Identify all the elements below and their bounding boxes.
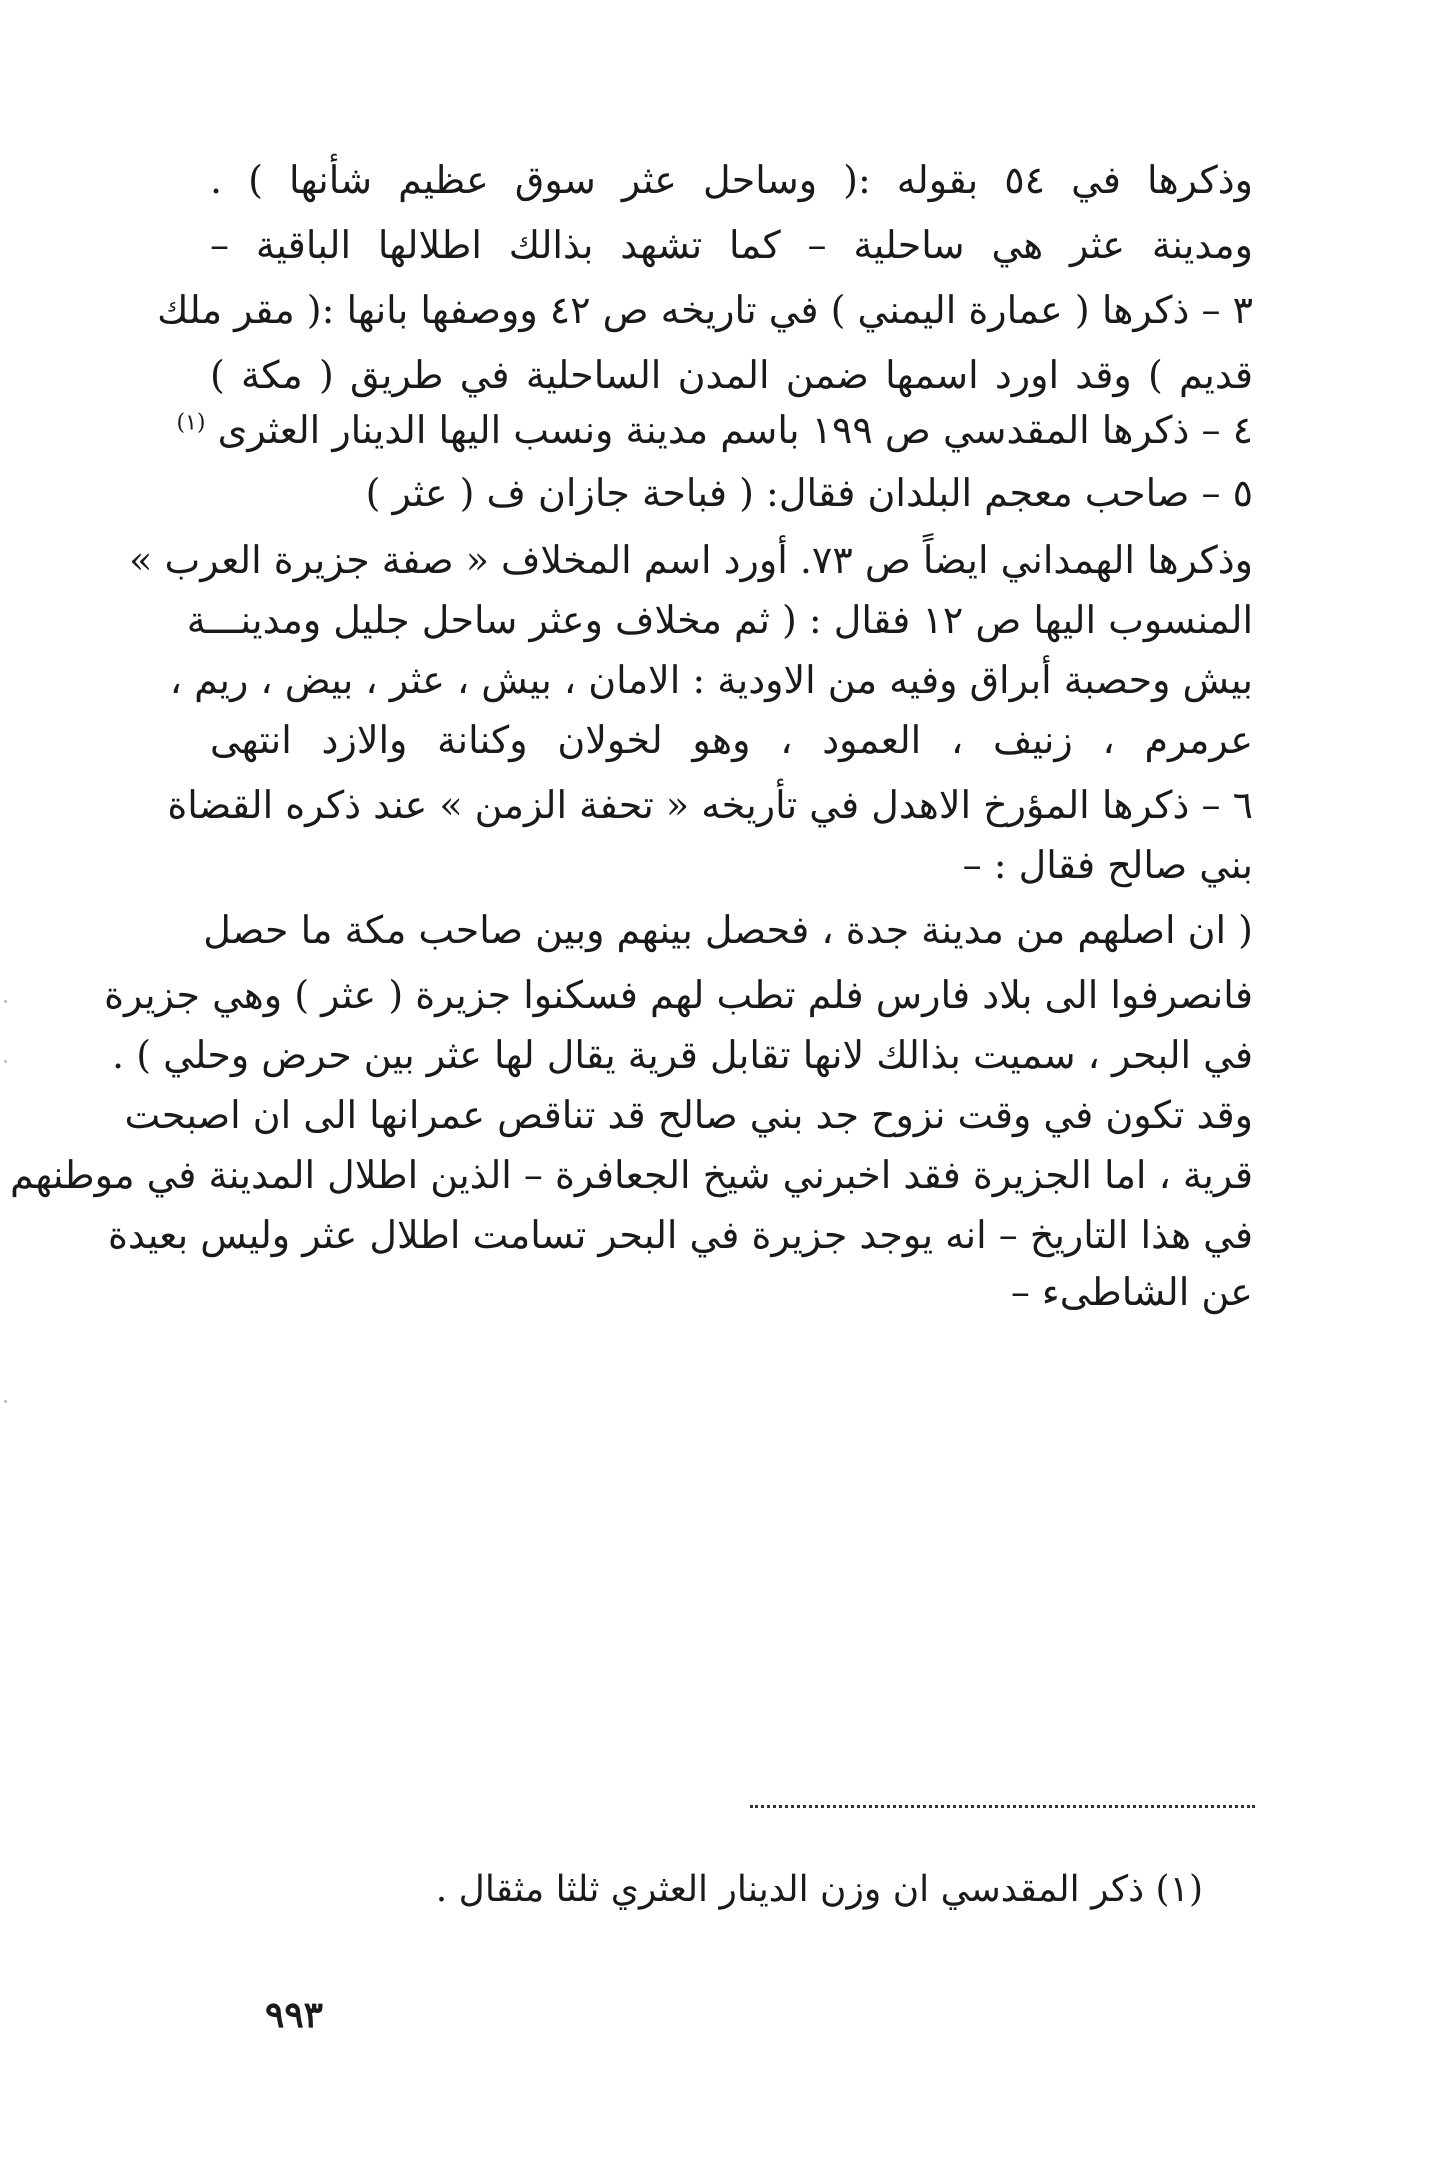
text-line-17: قرية ، اما الجزيرة فقد اخبرني شيخ الجعافرة – الذين اطلال المدينة في موطنهم [10,1153,1253,1197]
text-line-13: ( ان اصلهم من مدينة جدة ، فحصل بينهم وبين صاحب مكة ما حصل [203,908,1253,952]
footnote-divider [750,1805,1255,1808]
text-line-8: المنسوب اليها ص ١٢ فقال : ( ثم مخلاف وعثر ساحل جليل ومدينـــة [186,598,1253,642]
text-line-5 [176,400,1253,460]
text-line-3: ٣ – ذكرها ( عمارة اليمني ) في تاريخه ص ٤٢ ووصفها بانها :( مقر ملك [157,288,1253,332]
scan-speck [4,1060,7,1063]
scan-speck [4,1000,7,1003]
text-line-18: في هذا التاريخ – انه يوجد جزيرة في البحر تسامت اطلال عثر وليس بعيدة [107,1213,1253,1257]
text-line-12: بني صالح فقال : – [962,843,1253,887]
text-line-16: وقد تكون في وقت نزوح جد بني صالح قد تناقص عمرانها الى ان اصبحت [124,1093,1253,1137]
text-line-1: وذكرها في ٥٤ بقوله :( وساحل عثر سوق عظيم شأنها ) . [210,158,1253,202]
footnote-marker: (١) [176,410,206,436]
text-line-11: ٦ – ذكرها المؤرخ الاهدل في تأريخه « تحفة الزمن » عند ذكره القضاة [167,783,1253,827]
text-line-5-body: ٤ – ذكرها المقدسي ص ١٩٩ باسم مدينة ونسب اليها الدينار العثرى [217,408,1253,452]
footnote: (١) ذكر المقدسي ان وزن الدينار العثري ثلثا مثقال . [435,1869,1203,1910]
text-line-6: ٥ – صاحب معجم البلدان فقال: ( فباحة جازان ف ( عثر ) [365,471,1253,515]
text-line-15: في البحر ، سميت بذالك لانها تقابل قرية يقال لها عثر بين حرض وحلي ) . [112,1033,1253,1077]
text-line-14: فانصرفوا الى بلاد فارس فلم تطب لهم فسكنوا جزيرة ( عثر ) وهي جزيرة [104,973,1253,1017]
text-line-10: عرمرم ، زنيف ، العمود ، وهو لخولان وكنانة والازد انتهى [210,718,1253,762]
text-line-2: ومدينة عثر هي ساحلية – كما تشهد بذالك اطلالها الباقية – [210,223,1253,267]
scan-speck [4,1400,7,1403]
text-line-9: بيش وحصبة أبراق وفيه من الاودية : الامان ، بيش ، عثر ، بيض ، ريم ، [169,658,1253,702]
text-line-19: عن الشاطىء – [1010,1270,1253,1314]
text-line-7: وذكرها الهمداني ايضاً ص ٧٣. أورد اسم المخلاف « صفة جزيرة العرب » [129,538,1253,582]
text-line-4: قديم ) وقد اورد اسمها ضمن المدن الساحلية في طريق ( مكة ) [210,353,1253,397]
page-number: ٩٩٣ [265,1994,324,2036]
